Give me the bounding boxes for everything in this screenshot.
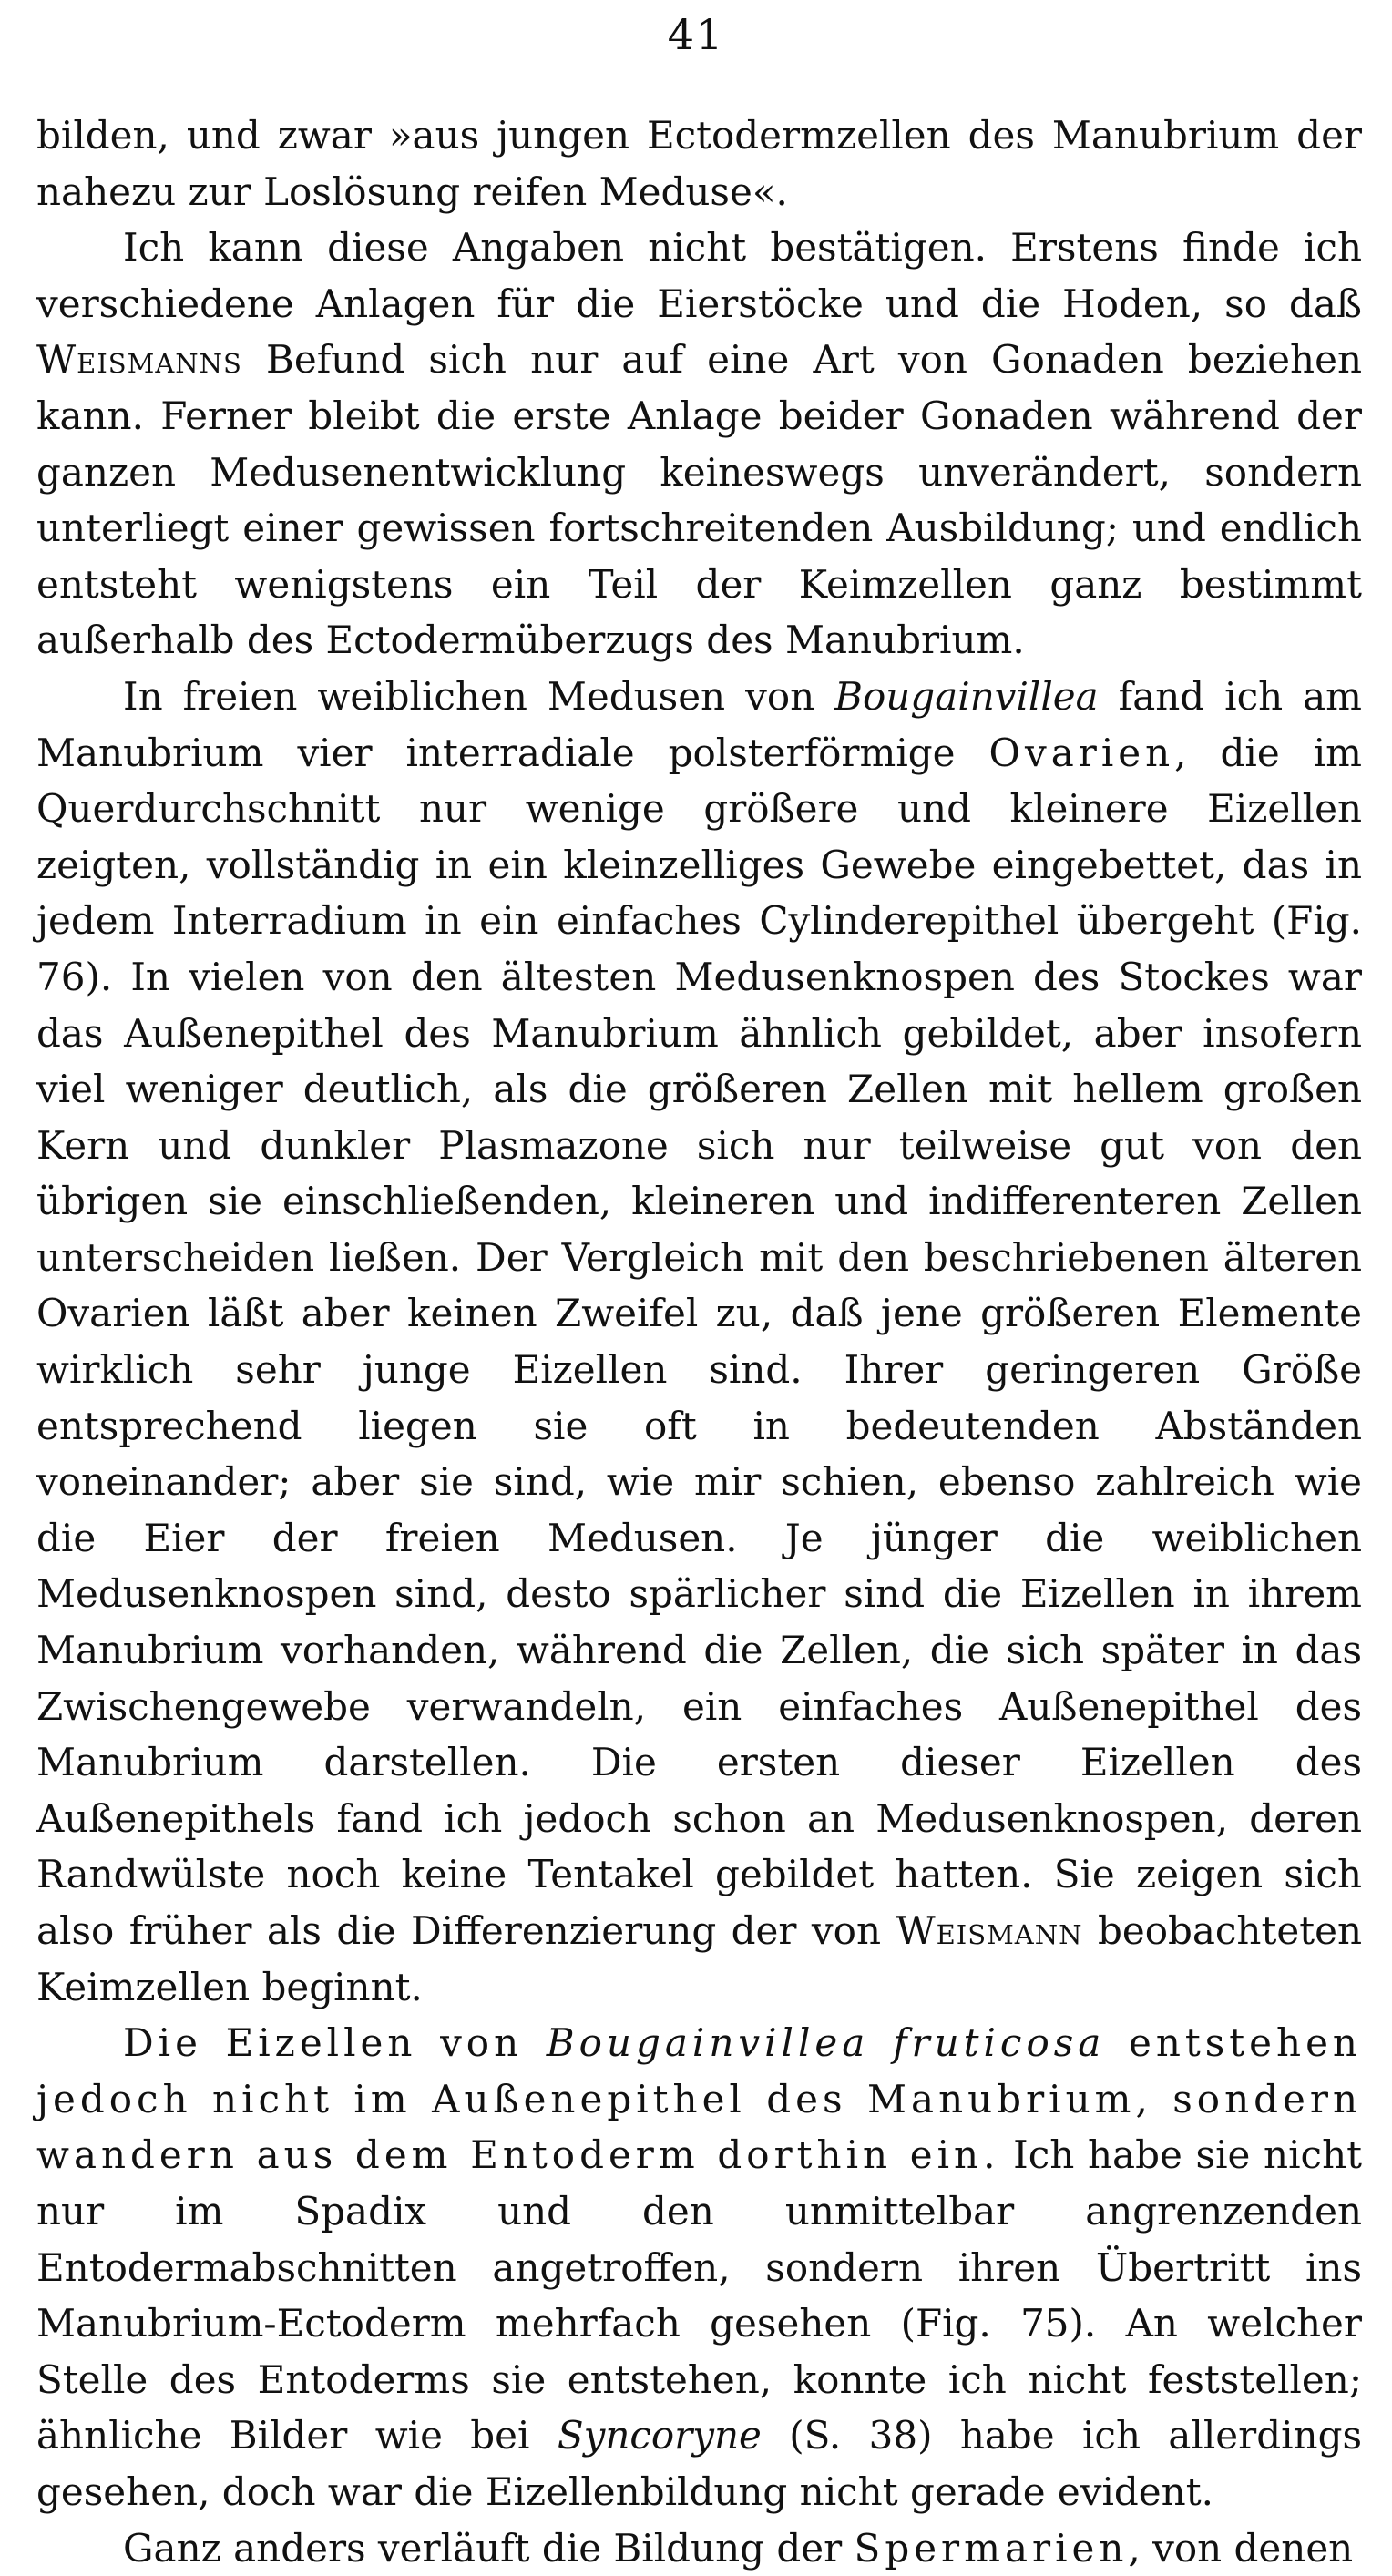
page-number: 41 bbox=[667, 10, 725, 59]
paragraph-3-text-d: beobachteten Keimzellen beginnt. bbox=[36, 1908, 1362, 2009]
paragraph-4-spaced-a: Die Eizellen von bbox=[123, 2020, 547, 2066]
paragraph-4-spaced-b: entstehen jedoch nicht im Außenepithel des Manubrium, sondern wandern aus dem Entoderm dorthin ein. bbox=[36, 2020, 1362, 2178]
author-name-weismann: Weismann bbox=[896, 1908, 1083, 1953]
genus-name-bougainvillea: Bougainvillea bbox=[834, 673, 1099, 719]
paragraph-5-text-a: Ganz anders verläuft die Bildung der bbox=[123, 2525, 855, 2571]
paragraph-1 bbox=[36, 107, 1362, 220]
paragraph-5 bbox=[36, 2520, 1362, 2576]
author-name-weismanns: Weismanns bbox=[36, 337, 242, 383]
paragraph-3 bbox=[36, 669, 1362, 2015]
paragraph-2-text-b: Befund sich nur auf eine Art von Gonaden beziehen kann. Ferner bleibt die erste Anlage beider Gonaden während der ganzen Medusenentwicklung keineswegs unverändert, sondern unterliegt einer gewissen fortschreitenden Ausbildung; und endlich entsteht wenigstens ein Teil der Keimzellen ganz bestimmt außerhalb des Ectodermüberzugs des Manubrium. bbox=[36, 337, 1362, 663]
species-name-bougainvillea-fruticosa: Bougainvillea fruticosa bbox=[546, 2020, 1106, 2066]
paragraph-2 bbox=[36, 220, 1362, 669]
spaced-term-ovarien: Ovarien bbox=[988, 730, 1175, 775]
spaced-term-spermarien: Spermarien bbox=[854, 2525, 1129, 2571]
paragraph-2-text-a: Ich kann diese Angaben nicht bestätigen. Erstens finde ich verschiedene Anlagen für die Eierstöcke und die Hoden, so daß bbox=[36, 225, 1362, 326]
body-text bbox=[36, 107, 1362, 2576]
paragraph-1-text: bilden, und zwar »aus jungen Ectodermzellen des Manubrium der nahezu zur Loslösung reifen Meduse«. bbox=[36, 113, 1362, 214]
paragraph-5-text-b: , von denen bbox=[1128, 2525, 1354, 2571]
paragraph-4-text-d: (S. 38) habe ich allerdings gesehen, doch war die Eizellenbildung nicht gerade evident. bbox=[36, 2413, 1363, 2514]
paragraph-3-text-c: , die im Querdurchschnitt nur wenige größere und kleinere Eizellen zeigten, vollständig in ein kleinzelliges Gewebe eingebettet, das in jedem Interradium in ein einfaches Cylinderepithel übergeht (Fig. 76). In vielen von den ältesten Medusenknospen des Stockes war das Außenepithel des Manubrium ähnlich gebildet, aber insofern viel weniger deutlich, als die größeren Zellen mit hellem großen Kern und dunkler Plasmazone sich nur teilweise gut von den übrigen sie einschließenden, kleineren und indifferenteren Zellen unterscheiden ließen. Der Vergleich mit den beschriebenen älteren Ovarien läßt aber keinen Zweifel zu, daß jene größeren Elemente wirklich sehr junge Eizellen sind. Ihrer geringeren Größe entsprechend liegen sie oft in bedeutenden Abständen voneinander; aber sie sind, wie mir schien, ebenso zahlreich wie die Eier der freien Medusen. Je jünger die weiblichen Medusenknospen sind, desto spärlicher sind die Eizellen in ihrem Manubrium vorhanden, während die Zellen, die sich später in das Zwischengewebe verwandeln, ein einfaches Außenepithel des Manubrium darstellen. Die ersten dieser Eizellen des Außenepithels fand ich jedoch schon an Medusenknospen, deren Randwülste noch keine Tentakel gebildet hatten. Sie zeigen sich also früher als die Differenzierung der von bbox=[36, 730, 1362, 1953]
paragraph-4 bbox=[36, 2015, 1362, 2520]
paragraph-3-text-a: In freien weiblichen Medusen von bbox=[123, 673, 835, 719]
genus-name-syncoryne: Syncoryne bbox=[557, 2413, 762, 2458]
paragraph-3-text-b: fand ich am Manubrium vier interradiale polsterförmige bbox=[36, 673, 1362, 775]
paragraph-4-text-c: Ich habe sie nicht nur im Spadix und den unmittelbar angrenzenden Entodermabschnitten angetroffen, sondern ihren Übertritt ins Manubrium-Ectoderm mehrfach gesehen (Fig. 75). An welcher Stelle des Entoderms sie entstehen, konnte ich nicht feststellen; ähnliche Bilder wie bei bbox=[36, 2132, 1362, 2458]
